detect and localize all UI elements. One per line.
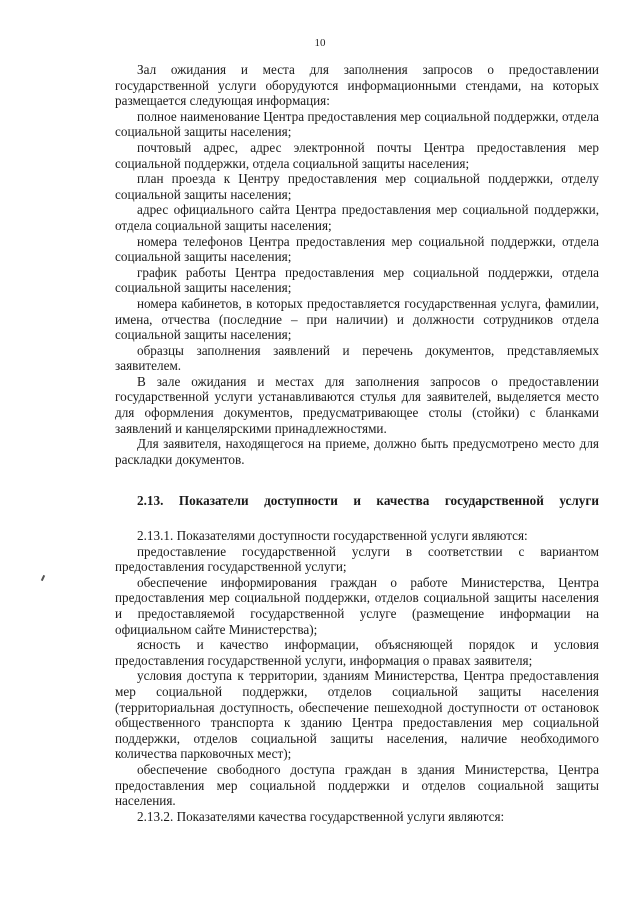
list-item: почтовый адрес, адрес электронной почты Центра предоставления мер социальной поддержки, отдела социальной защиты населения; [115,139,599,171]
paragraph: Зал ожидания и места для заполнения запросов о предоставлении государственной услуги оборудуются информационными стендами, на которых размещается следующая информация: [115,62,599,109]
list-item: обеспечение свободного доступа граждан в здания Министерства, Центра предоставления мер социальной поддержки и отделов социальной защиты населения. [115,761,599,809]
paragraph: 2.13.1. Показателями доступности государственной услуги являются: [137,528,528,544]
margin-mark [41,575,45,581]
list-item: полное наименование Центра предоставления мер социальной поддержки, отдела социальной защиты населения; [115,108,599,140]
list-item: условия доступа к территории, зданиям Министерства, Центра предоставления мер социальной поддержки, отделов социальной защиты населения (территориальная доступность, обеспечение пешеходной доступности от остановок общественного транспорта к зданию Центра предоставления мер социальной поддержки, отделов социальной защиты населения, наличие необходимого количества парковочных мест); [115,668,599,762]
list-item: образцы заполнения заявлений и перечень документов, представляемых заявителем. [115,342,599,374]
list-item: график работы Центра предоставления мер социальной поддержки, отдела социальной защиты населения; [115,264,599,296]
paragraph: 2.13.2. Показателями качества государственной услуги являются: [137,808,505,824]
document-body [115,62,599,824]
page-number: 10 [314,37,326,49]
list-item: номера телефонов Центра предоставления мер социальной поддержки, отдела социальной защиты населения; [115,233,599,265]
list-item: номера кабинетов, в которых предоставляется государственная услуга, фамилии, имена, отчества (последние – при наличии) и должности сотрудников отдела социальной защиты населения; [115,295,599,343]
list-item: ясность и качество информации, объясняющей порядок и условия предоставления государственной услуги, информация о правах заявителя; [115,637,599,668]
list-item: план проезда к Центру предоставления мер социальной поддержки, отделу социальной защиты населения; [115,171,599,202]
list-item: адрес официального сайта Центра предоставления мер социальной поддержки, отдела социальной защиты населения; [115,202,599,233]
paragraph: Для заявителя, находящегося на приеме, должно быть предусмотрено место для раскладки документов. [115,436,599,467]
paragraph: В зале ожидания и местах для заполнения запросов о предоставлении государственной услуги устанавливаются стулья для заявителей, выделяется место для оформления документов, предусматривающее столы (стойки) с бланками заявлений и канцелярскими принадлежностями. [115,373,599,436]
list-item: предоставление государственной услуги в соответствии с вариантом предоставления государственной услуги; [115,543,599,575]
list-item: обеспечение информирования граждан о работе Министерства, Центра предоставления мер социальной поддержки, отделов социальной защиты населения и предоставляемой государственной услуге (размещение информации на официальном сайте Министерства); [115,574,599,637]
section-heading: 2.13. Показатели доступности и качества государственной услуги [137,493,599,509]
